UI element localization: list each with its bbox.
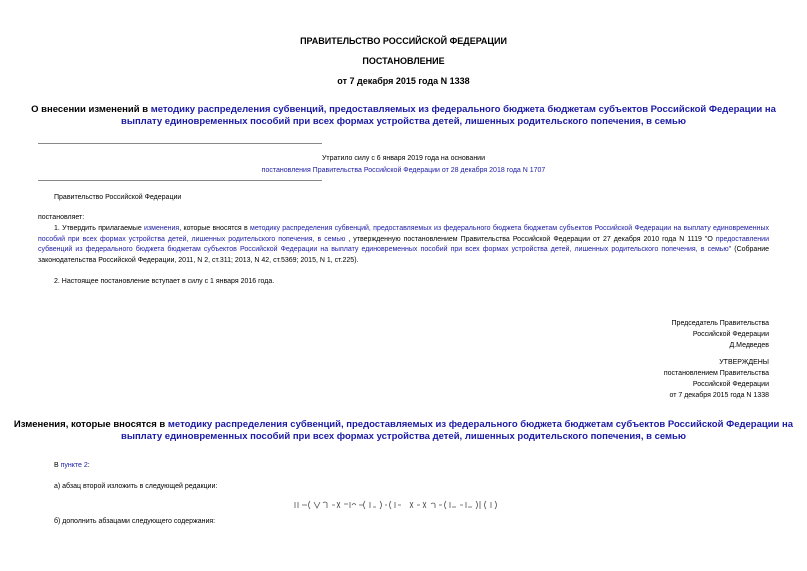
government-heading: ПРАВИТЕЛЬСТВО РОССИЙСКОЙ ФЕДЕРАЦИИ bbox=[300, 36, 507, 46]
item1-changes-link[interactable]: изменения bbox=[144, 225, 180, 232]
signature-country: Российской Федерации bbox=[692, 331, 769, 338]
title-methodology-link-cont[interactable]: выплату единовременных пособий при всех формах устройства детей, лишенных родительского попечения, в семью bbox=[120, 116, 686, 127]
approved-by: постановлением Правительства bbox=[663, 370, 769, 377]
signature-position: Председатель Правительства bbox=[671, 320, 769, 327]
item-1 bbox=[38, 224, 769, 266]
changes-title bbox=[0, 419, 807, 443]
approved-label: УТВЕРЖДЕНЫ bbox=[719, 359, 769, 366]
point-suffix: : bbox=[87, 462, 90, 469]
formula-icon bbox=[292, 498, 514, 512]
item1-resolution-link-cont[interactable]: семью" bbox=[707, 246, 732, 253]
status-link[interactable]: постановления Правительства Российской Федерации от 28 декабря 2018 года N 1707 bbox=[261, 167, 546, 174]
formula-image bbox=[292, 498, 514, 512]
status-block bbox=[0, 153, 807, 177]
date-number-heading: от 7 декабря 2015 года N 1338 bbox=[337, 76, 470, 86]
changes-title-prefix: Изменения, которые вносятся в bbox=[13, 419, 168, 430]
item1-text-d: (Собрание законодательства Российской Федерации, 2011, N 2, ст.311; 2013, N 42, ст.5369; 2015, N 1, ст.225). bbox=[38, 246, 769, 264]
approved-country: Российской Федерации bbox=[692, 381, 769, 388]
resolves-text: постановляет: bbox=[38, 214, 85, 221]
approved-date: от 7 декабря 2015 года N 1338 bbox=[669, 392, 769, 399]
doc-type-heading: ПОСТАНОВЛЕНИЕ bbox=[362, 56, 445, 66]
item1-text-a: 1. Утвердить прилагаемые bbox=[54, 225, 145, 232]
change-a: а) абзац второй изложить в следующей редакции: bbox=[54, 483, 218, 490]
item1-resolution-link[interactable]: предоставлении субвенций из федерального бюджета бюджетам субъектов Российской Федерации на выплату единовременных пособий при всех формах устройства детей, лишенных родительского попечения, в bbox=[38, 235, 769, 253]
issuer-text: Правительство Российской Федерации bbox=[54, 194, 182, 201]
item-2: 2. Настоящее постановление вступает в силу с 1 января 2016 года. bbox=[54, 278, 275, 285]
item1-methodology-link[interactable]: методику распределения субвенций, предоставляемых из федерального бюджета бюджетам субъектов Российской Федерации на выплату bbox=[250, 225, 711, 232]
item1-text-c: , утвержденную постановлением Правительства Российской Федерации от 27 декабря 2010 года N 1119 "О bbox=[345, 235, 713, 243]
signature-block bbox=[672, 318, 769, 351]
item1-text-b: , которые вносятся в bbox=[179, 225, 250, 232]
status-text: Утратило силу с 6 января 2019 года на основании bbox=[321, 155, 486, 162]
divider-bottom bbox=[38, 180, 322, 181]
document-title bbox=[0, 104, 807, 128]
point-2-intro bbox=[54, 461, 90, 470]
change-b: б) дополнить абзацами следующего содержания: bbox=[54, 518, 216, 525]
point-2-link[interactable]: пункте 2 bbox=[60, 462, 88, 469]
divider-top bbox=[38, 143, 322, 144]
changes-title-link[interactable]: методику распределения субвенций, предоставляемых из федерального бюджета бюджетам субъектов Российской Федерации на bbox=[167, 419, 794, 430]
point-prefix: В bbox=[54, 462, 61, 469]
title-prefix: О внесении изменений в bbox=[31, 104, 151, 115]
item1-methodology-link-cont[interactable]: единовременных пособий при всех формах устройства детей, лишенных родительского попечения, в семью bbox=[38, 225, 769, 243]
changes-title-link-cont[interactable]: выплату единовременных пособий при всех формах устройства детей, лишенных родительского попечения, в семью bbox=[120, 431, 686, 442]
approved-block bbox=[664, 357, 769, 401]
title-methodology-link[interactable]: методику распределения субвенций, предоставляемых из федерального бюджета бюджетам субъектов Российской Федерации на bbox=[150, 104, 776, 115]
signature-name: Д.Медведев bbox=[729, 342, 769, 349]
